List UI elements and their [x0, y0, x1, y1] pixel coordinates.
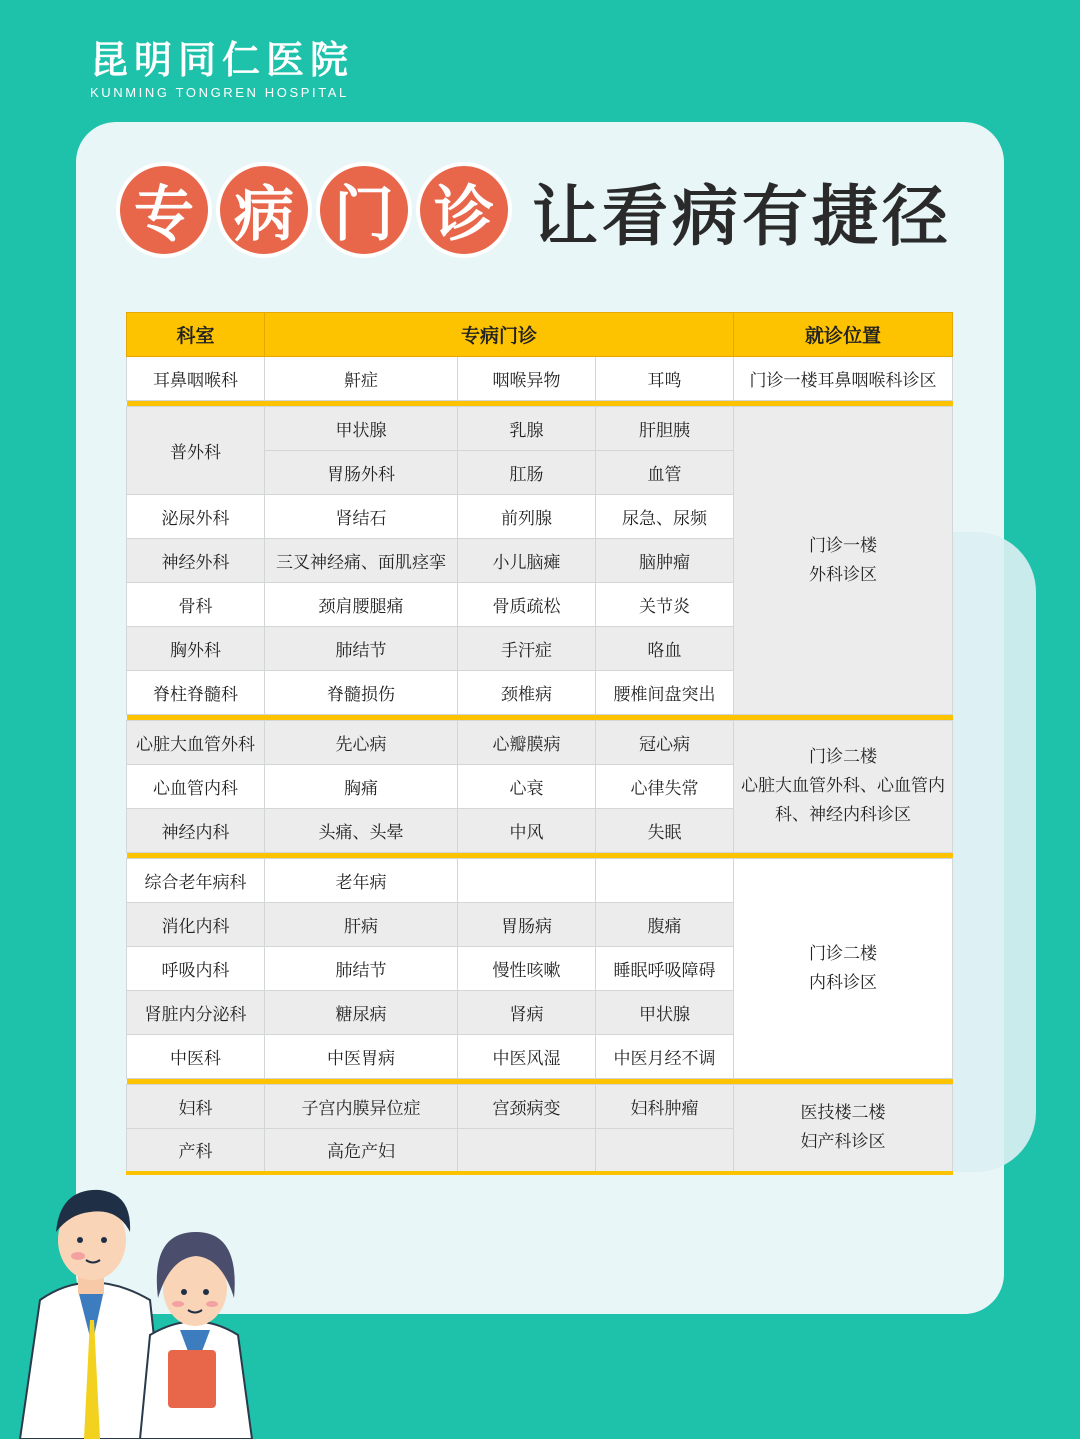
- specialty-cell: 尿急、尿频: [596, 495, 734, 539]
- specialty-cell: 失眠: [596, 809, 734, 853]
- header-location: 就诊位置: [734, 313, 953, 357]
- location-line: 内科诊区: [809, 972, 877, 993]
- department-cell: 心脏大血管外科: [127, 721, 265, 765]
- table-row: [127, 859, 953, 903]
- location-line: 科、神经内科诊区: [775, 805, 911, 825]
- title-circle: 病: [216, 162, 312, 258]
- specialty-cell: 颈肩腰腿痛: [265, 583, 458, 627]
- location-line: 门诊二楼: [809, 747, 877, 767]
- specialty-cell: 妇科肿瘤: [596, 1085, 734, 1129]
- department-cell: 呼吸内科: [127, 947, 265, 991]
- location-cell: 门诊一楼耳鼻咽喉科诊区: [734, 357, 953, 401]
- specialty-cell: 肝病: [265, 903, 458, 947]
- specialty-cell: 血管: [596, 451, 734, 495]
- specialty-cell: 骨质疏松: [458, 583, 596, 627]
- specialty-cell: 中医风湿: [458, 1035, 596, 1079]
- specialty-cell: 头痛、头晕: [265, 809, 458, 853]
- specialty-cell: 子宫内膜异位症: [265, 1085, 458, 1129]
- location-line: 外科诊区: [809, 564, 877, 585]
- department-cell: 肾脏内分泌科: [127, 991, 265, 1035]
- location-line: 门诊一楼: [809, 535, 877, 556]
- specialty-cell: 关节炎: [596, 583, 734, 627]
- department-cell: 中医科: [127, 1035, 265, 1079]
- location-cell: [734, 859, 953, 1079]
- page-title: [116, 160, 952, 260]
- clinic-table: [126, 312, 953, 1175]
- specialty-cell: [596, 1129, 734, 1173]
- title-text: 让看病有捷径: [532, 177, 952, 255]
- specialty-cell: 先心病: [265, 721, 458, 765]
- specialty-cell: [458, 1129, 596, 1173]
- specialty-cell: 心衰: [458, 765, 596, 809]
- specialty-cell: [458, 859, 596, 903]
- specialty-cell: 胸痛: [265, 765, 458, 809]
- department-cell: 普外科: [127, 407, 265, 495]
- department-cell: 综合老年病科: [127, 859, 265, 903]
- specialty-cell: 甲状腺: [596, 991, 734, 1035]
- specialty-cell: 手汗症: [458, 627, 596, 671]
- specialty-cell: 前列腺: [458, 495, 596, 539]
- specialty-cell: 肾病: [458, 991, 596, 1035]
- department-cell: 骨科: [127, 583, 265, 627]
- specialty-cell: 耳鸣: [596, 357, 734, 401]
- specialty-cell: 宫颈病变: [458, 1085, 596, 1129]
- location-line: 妇产科诊区: [800, 1131, 886, 1152]
- location-cell: [734, 721, 953, 853]
- specialty-cell: 肝胆胰: [596, 407, 734, 451]
- specialty-cell: 中医月经不调: [596, 1035, 734, 1079]
- location-line: 门诊二楼: [809, 943, 877, 964]
- location-line: 医技楼二楼: [800, 1102, 886, 1123]
- department-cell: 妇科: [127, 1085, 265, 1129]
- specialty-cell: 小儿脑瘫: [458, 539, 596, 583]
- specialty-cell: 颈椎病: [458, 671, 596, 715]
- table-row: [127, 721, 953, 765]
- location-cell: [734, 1085, 953, 1173]
- specialty-cell: 睡眠呼吸障碍: [596, 947, 734, 991]
- specialty-cell: 咽喉异物: [458, 357, 596, 401]
- title-circle: 专: [116, 162, 212, 258]
- specialty-cell: 心瓣膜病: [458, 721, 596, 765]
- specialty-cell: [596, 859, 734, 903]
- specialty-cell: 高危产妇: [265, 1129, 458, 1173]
- department-cell: 胸外科: [127, 627, 265, 671]
- specialty-cell: 腹痛: [596, 903, 734, 947]
- specialty-cell: 心律失常: [596, 765, 734, 809]
- table-row: [127, 357, 953, 401]
- specialty-cell: 胃肠病: [458, 903, 596, 947]
- header-specialty: 专病门诊: [265, 313, 734, 357]
- department-cell: 心血管内科: [127, 765, 265, 809]
- specialty-cell: 老年病: [265, 859, 458, 903]
- specialty-cell: 糖尿病: [265, 991, 458, 1035]
- specialty-cell: 甲状腺: [265, 407, 458, 451]
- specialty-cell: 乳腺: [458, 407, 596, 451]
- specialty-cell: 肺结节: [265, 627, 458, 671]
- department-cell: 脊柱脊髓科: [127, 671, 265, 715]
- logo-name-en: KUNMING TONGREN HOSPITAL: [90, 85, 349, 100]
- location-line: 心脏大血管外科、心血管内: [741, 776, 945, 796]
- location-cell: [734, 407, 953, 715]
- department-cell: 产科: [127, 1129, 265, 1173]
- department-cell: 消化内科: [127, 903, 265, 947]
- table-row: [127, 407, 953, 451]
- specialty-cell: 鼾症: [265, 357, 458, 401]
- specialty-cell: 中风: [458, 809, 596, 853]
- specialty-cell: 冠心病: [596, 721, 734, 765]
- specialty-cell: 咯血: [596, 627, 734, 671]
- specialty-cell: 肛肠: [458, 451, 596, 495]
- specialty-cell: 慢性咳嗽: [458, 947, 596, 991]
- hospital-logo: [90, 38, 354, 100]
- specialty-cell: 肺结节: [265, 947, 458, 991]
- department-cell: 神经内科: [127, 809, 265, 853]
- specialty-cell: 腰椎间盘突出: [596, 671, 734, 715]
- logo-name-cn: 昆明同仁医院: [90, 37, 355, 82]
- department-cell: 耳鼻咽喉科: [127, 357, 265, 401]
- specialty-cell: 胃肠外科: [265, 451, 458, 495]
- doctors-illustration: [0, 1170, 270, 1439]
- specialty-cell: 肾结石: [265, 495, 458, 539]
- title-circle: 诊: [416, 162, 512, 258]
- specialty-cell: 三叉神经痛、面肌痉挛: [265, 539, 458, 583]
- header-department: 科室: [127, 313, 265, 357]
- table-row: [127, 1085, 953, 1129]
- specialty-cell: 脊髓损伤: [265, 671, 458, 715]
- table-header-row: [127, 313, 953, 357]
- department-cell: 神经外科: [127, 539, 265, 583]
- specialty-cell: 脑肿瘤: [596, 539, 734, 583]
- title-circle: 门: [316, 162, 412, 258]
- specialty-cell: 中医胃病: [265, 1035, 458, 1079]
- department-cell: 泌尿外科: [127, 495, 265, 539]
